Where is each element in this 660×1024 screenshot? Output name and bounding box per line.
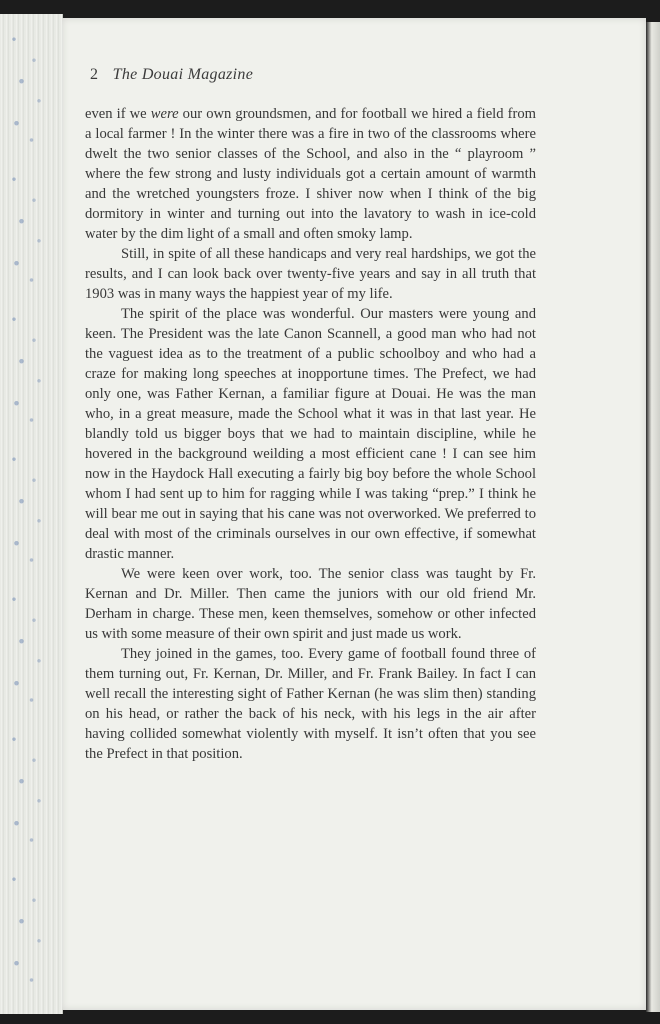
paragraph-1-italic: were	[150, 106, 179, 122]
paragraph-3: The spirit of the place was wonderful. Our masters were young and keen. The President was the late Canon Scannell, a good man who had not the vaguest idea as to the treatment of a public schoolboy and who had a craze for making long speeches at inopportune times. The Prefect, we had only one, was Father Kernan, a familiar figure at Douai. He was the man who, in a great measure, made the School what it was in that last year. He blandly told us bigger boys that we had to maintain discipline, while he hovered in the background weilding a most efficient cane ! I can see him now in the Haydock Hall executing a fairly big boy before the whole School whom I had sent up to him for ragging while I was taking “prep.” I think he will bear me out in saying that his cane was not overworked. We preferred to deal with most of the criminals ourselves in our own effective, if somewhat drastic manner.	[85, 306, 536, 562]
paragraph-1-rest: our own groundsmen, and for football we hired a field from a local farmer ! In the winter there was a fire in two of the classrooms where dwelt the two senior classes of the School, and also in the “ playroom ” where the few strong and lusty individuals got a certain amount of warmth and the wretched youngsters froze. I shiver now when I think of the big dormitory in winter and turning out into the lavatory to wash in ice-cold water by the dim light of a small and often smoky lamp.	[85, 106, 536, 242]
book-cover-edge	[646, 22, 660, 1012]
book-page-edges	[0, 14, 63, 1014]
running-header	[90, 66, 253, 84]
page-number: 2	[90, 66, 99, 83]
paragraph-4: We were keen over work, too. The senior class was taught by Fr. Kernan and Dr. Miller. Then came the juniors with our old friend Mr. Derham in charge. These men, keen themselves, somehow or other infected us with some measure of their own spirit and just made us work.	[85, 566, 536, 642]
magazine-title: The Douai Magazine	[112, 66, 254, 83]
paragraph-5: They joined in the games, too. Every game of football found three of them turning out, Fr. Kernan, Dr. Miller, and Fr. Frank Bailey. In fact I can well recall the interesting sight of Father Kernan (he was slim then) standing on his head, or rather the back of his neck, with his legs in the air after having collided somewhat violently with myself. It isn’t often that you see the Prefect in that position.	[85, 646, 536, 762]
paragraph-1	[85, 104, 536, 244]
paragraph-2: Still, in spite of all these handicaps and very real hardships, we got the results, and I can look back over twenty-five years and say in all truth that 1903 was in many ways the happiest year of my life.	[85, 246, 536, 302]
article-body	[85, 104, 536, 764]
paragraph-1-start: even if we	[85, 106, 151, 122]
